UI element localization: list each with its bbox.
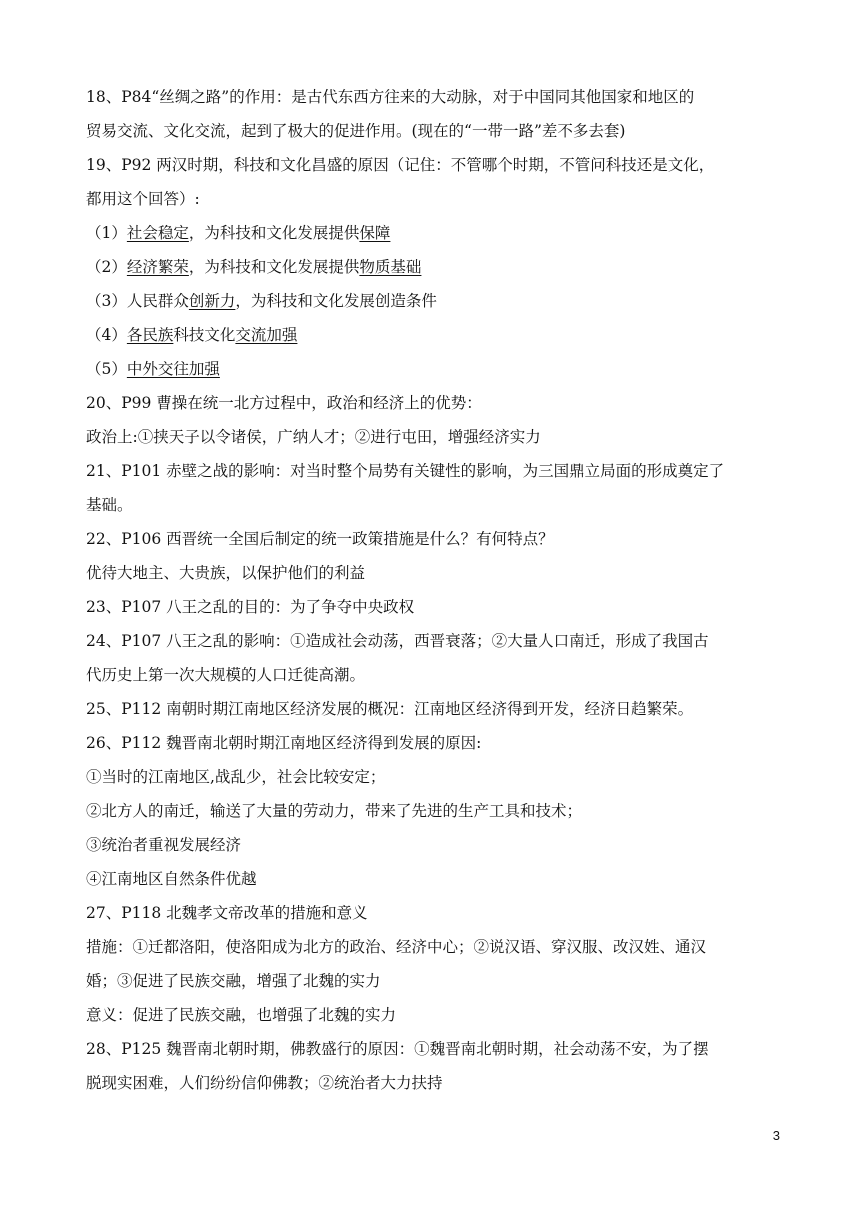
list-item: [86, 216, 780, 250]
text-line: 26、P112 魏晋南北朝时期江南地区经济得到发展的原因:: [86, 734, 482, 752]
list-text: 科技文化: [173, 326, 236, 344]
text-line: 25、P112 南朝时期江南地区经济发展的概况：江南地区经济得到开发，经济日趋繁荣。: [86, 700, 694, 718]
list-text: ，为科技和文化发展创造条件: [235, 292, 437, 310]
text-line: 18、P84“丝绸之路”的作用：是古代东西方往来的大动脉，对于中国同其他国家和地区的: [86, 88, 695, 106]
list-text: ，为科技和文化发展提供: [188, 258, 360, 276]
text-line: 24、P107 八王之乱的影响：①造成社会动荡，西晋衰落；②大量人口南迁，形成了我国古: [86, 632, 709, 650]
text-line: 措施：①迁都洛阳，使洛阳成为北方的政治、经济中心；②说汉语、穿汉服、改汉姓、通汉: [86, 938, 707, 956]
text-line: 优待大地主、大贵族，以保护他们的利益: [86, 564, 366, 582]
text-line: ④江南地区自然条件优越: [86, 870, 257, 888]
text-line: 27、P118 北魏孝文帝改革的措施和意义: [86, 904, 368, 922]
text-line: ②北方人的南迁，输送了大量的劳动力，带来了先进的生产工具和技术；: [86, 802, 583, 820]
underlined-term: 交流加强: [235, 326, 298, 344]
list-number: （4）: [86, 326, 127, 344]
text-line: ③统治者重视发展经济: [86, 836, 242, 854]
page-content: [86, 80, 780, 1100]
text-line: 19、P92 两汉时期，科技和文化昌盛的原因（记住：不管哪个时期，不管问科技还是文化，: [86, 156, 715, 174]
text-line: 23、P107 八王之乱的目的：为了争夺中央政权: [86, 598, 415, 616]
list-number: （2）: [86, 258, 127, 276]
list-text: ，为科技和文化发展提供: [188, 224, 360, 242]
list-number: （5）: [86, 360, 127, 378]
text-line: ①当时的江南地区,战乱少，社会比较安定；: [86, 768, 386, 786]
underlined-term: 保障: [359, 224, 391, 242]
underlined-term: 社会稳定: [126, 224, 189, 242]
underlined-term: 创新力: [188, 292, 236, 310]
text-line: 22、P106 西晋统一全国后制定的统一政策措施是什么？有何特点？: [86, 530, 554, 548]
text-line: 贸易交流、文化交流，起到了极大的促进作用。(现在的“一带一路”差不多去套): [86, 122, 626, 140]
text-line: 20、P99 曹操在统一北方过程中，政治和经济上的优势：: [86, 394, 482, 412]
text-line: 婚；③促进了民族交融，增强了北魏的实力: [86, 972, 381, 990]
text-line: 28、P125 魏晋南北朝时期，佛教盛行的原因：①魏晋南北朝时期，社会动荡不安，为了摆: [86, 1040, 709, 1058]
list-item: [86, 284, 780, 318]
text-line: 脱现实困难，人们纷纷信仰佛教；②统治者大力扶持: [86, 1074, 443, 1092]
underlined-term: 各民族: [126, 326, 174, 344]
text-line: 都用这个回答）:: [86, 190, 200, 208]
underlined-term: 经济繁荣: [126, 258, 189, 276]
list-item: [86, 250, 780, 284]
text-line: 21、P101 赤壁之战的影响：对当时整个局势有关键性的影响，为三国鼎立局面的形成奠定了: [86, 462, 725, 480]
list-number: （1）: [86, 224, 127, 242]
text-line: 政治上:①挟天子以令诸侯，广纳人才；②进行屯田，增强经济实力: [86, 428, 541, 446]
list-text: 人民群众: [126, 292, 189, 310]
text-line: 意义：促进了民族交融，也增强了北魏的实力: [86, 1006, 397, 1024]
text-line: 基础。: [86, 496, 133, 514]
list-item: [86, 352, 780, 386]
list-item: [86, 318, 780, 352]
list-number: （3）: [86, 292, 127, 310]
underlined-term: 物质基础: [359, 258, 422, 276]
text-line: 代历史上第一次大规模的人口迁徙高潮。: [86, 666, 366, 684]
page-number: 3: [772, 1128, 780, 1143]
underlined-term: 中外交往加强: [126, 360, 220, 378]
